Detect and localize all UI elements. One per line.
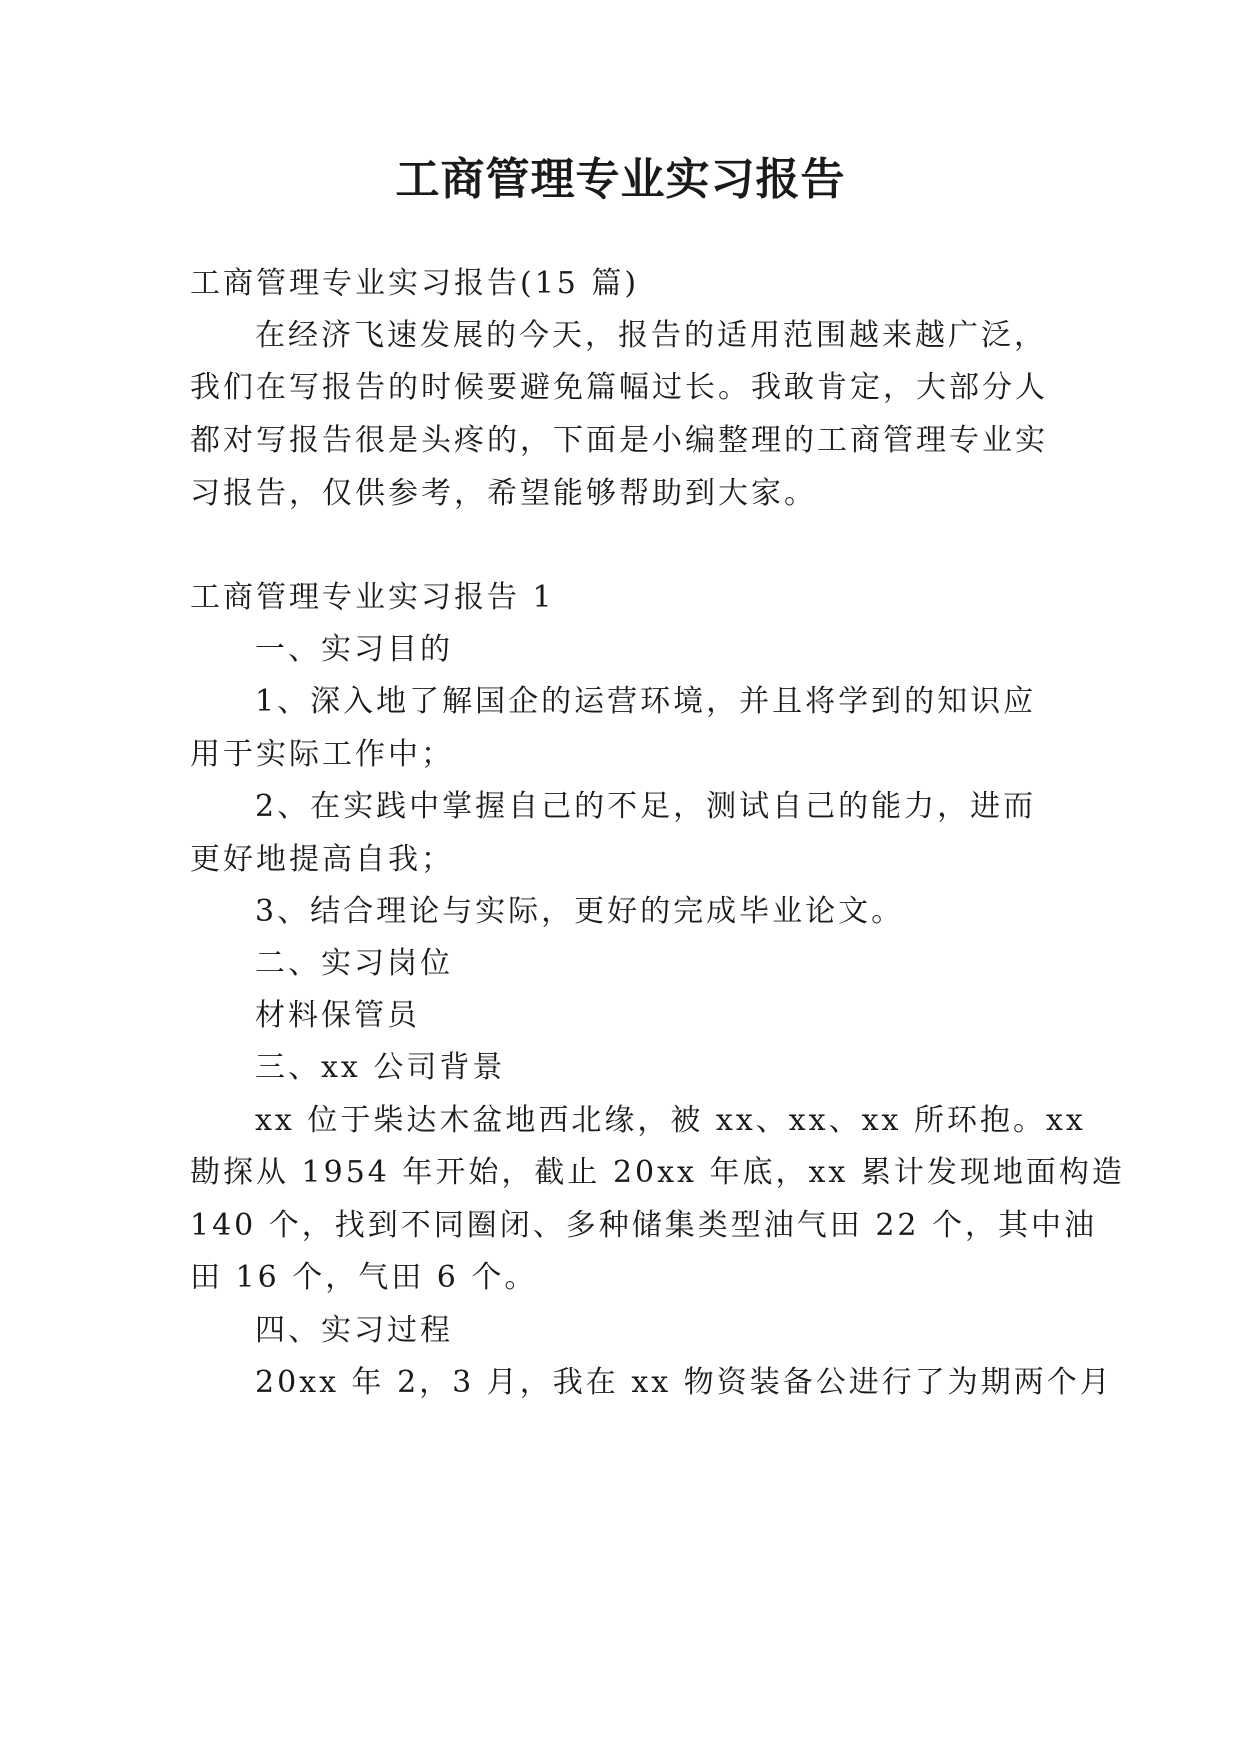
- intro-line: 都对写报告很是头疼的，下面是小编整理的工商管理专业实: [190, 423, 1048, 458]
- heading-purpose: 一、实习目的: [255, 632, 453, 667]
- body-line: 2、在实践中掌握自己的不足，测试自己的能力，进而: [255, 789, 1037, 824]
- heading-position: 二、实习岗位: [255, 946, 453, 981]
- intro-line: 我们在写报告的时候要避免篇幅过长。我敢肯定，大部分人: [190, 370, 1048, 405]
- body-line: 田 16 个，气田 6 个。: [190, 1260, 538, 1295]
- body-line: xx 位于柴达木盆地西北缘，被 xx、xx、xx 所环抱。xx: [255, 1103, 1086, 1138]
- section-title: 工商管理专业实习报告 1: [190, 580, 555, 615]
- intro-line: 在经济飞速发展的今天，报告的适用范围越来越广泛，: [255, 318, 1047, 353]
- document-title: 工商管理专业实习报告: [395, 154, 846, 205]
- body-line: 20xx 年 2，3 月，我在 xx 物资装备公进行了为期两个月: [255, 1365, 1113, 1400]
- heading-company-background: 三、xx 公司背景: [255, 1050, 506, 1085]
- body-line: 勘探从 1954 年开始，截止 20xx 年底，xx 累计发现地面构造: [190, 1155, 1125, 1190]
- body-line: 更好地提高自我；: [190, 842, 454, 877]
- body-line: 1、深入地了解国企的运营环境，并且将学到的知识应: [255, 684, 1037, 719]
- body-line: 3、结合理论与实际，更好的完成毕业论文。: [255, 894, 905, 929]
- heading-process: 四、实习过程: [255, 1313, 453, 1348]
- body-line: 材料保管员: [255, 998, 420, 1033]
- body-line: 用于实际工作中；: [190, 737, 454, 772]
- document-subtitle: 工商管理专业实习报告(15 篇): [190, 266, 640, 301]
- body-line: 140 个，找到不同圈闭、多种储集类型油气田 22 个，其中油: [190, 1208, 1098, 1243]
- intro-line: 习报告，仅供参考，希望能够帮助到大家。: [190, 476, 817, 511]
